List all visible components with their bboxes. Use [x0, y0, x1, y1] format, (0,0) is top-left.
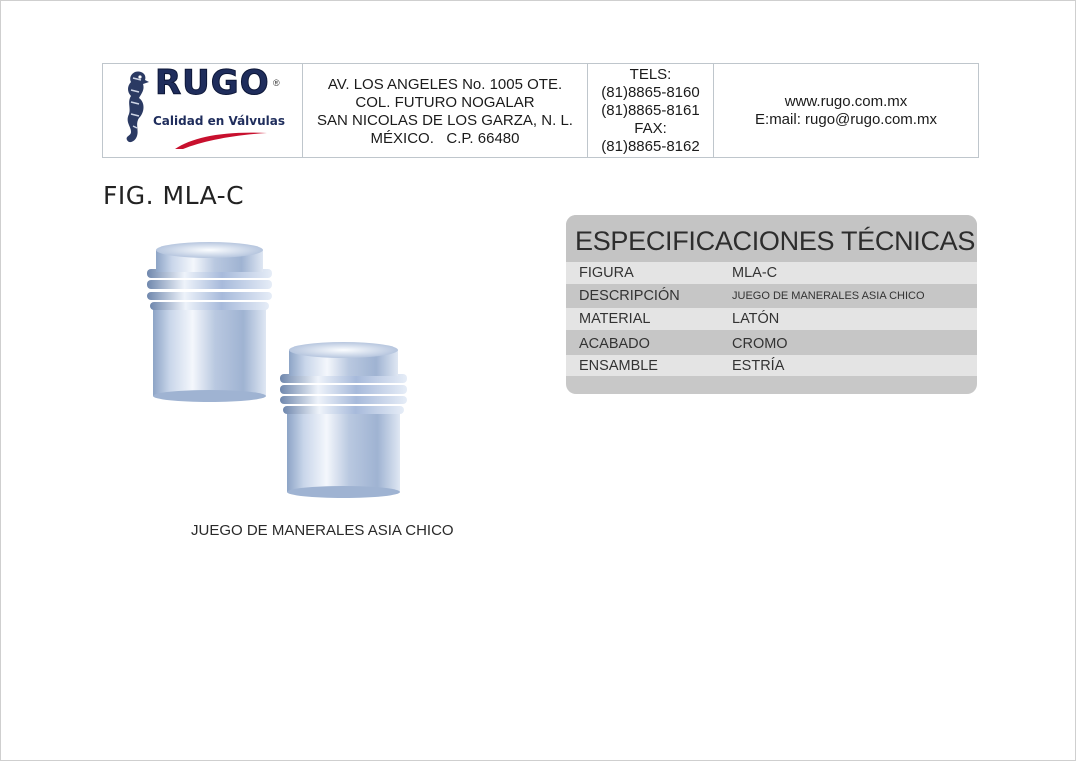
brand-name: RUGO [155, 63, 270, 103]
tels-label: TELS: [629, 65, 672, 83]
spec-value: CROMO [732, 336, 788, 352]
spec-label: ACABADO [579, 336, 650, 352]
figure-title: FIG. MLA-C [103, 181, 245, 210]
spec-value: JUEGO DE MANERALES ASIA CHICO [732, 290, 925, 302]
address-line-2: COL. FUTURO NOGALAR [355, 93, 535, 111]
spec-title: ESPECIFICACIONES TÉCNICAS [566, 215, 977, 262]
spec-label: MATERIAL [579, 311, 651, 327]
spec-table [566, 215, 977, 394]
web-cell [714, 64, 978, 157]
knob-front [280, 342, 407, 498]
fax-number: (81)8865-8162 [601, 137, 700, 155]
spec-row-figura [566, 262, 977, 284]
spec-value: ESTRÍA [732, 357, 785, 374]
product-image [138, 240, 428, 505]
spec-row-material [566, 308, 977, 330]
spec-row-ensamble [566, 355, 977, 376]
phones-cell [588, 64, 714, 157]
registered-mark: ® [273, 78, 280, 88]
spec-label: ENSAMBLE [579, 357, 658, 374]
address-line-4: MÉXICO. C.P. 66480 [370, 129, 520, 147]
product-caption: JUEGO DE MANERALES ASIA CHICO [191, 522, 454, 539]
address-line-1: AV. LOS ANGELES No. 1005 OTE. [327, 75, 563, 93]
website: www.rugo.com.mx [784, 92, 908, 110]
spec-label: DESCRIPCIÓN [579, 288, 680, 304]
red-swoosh-icon [173, 129, 269, 151]
spec-label: FIGURA [579, 265, 634, 281]
email: E:mail: rugo@rugo.com.mx [755, 110, 937, 128]
spec-row-acabado [566, 330, 977, 355]
seahorse-logo-icon [121, 68, 151, 154]
spec-value: LATÓN [732, 311, 780, 327]
phone-2: (81)8865-8161 [601, 101, 700, 119]
rugo-logo [103, 64, 303, 157]
address-cell [303, 64, 588, 157]
spec-value: MLA-C [732, 265, 778, 281]
fax-label: FAX: [634, 119, 667, 137]
letterhead [102, 63, 979, 158]
spec-row-descripcion [566, 284, 977, 308]
phone-1: (81)8865-8160 [601, 83, 700, 101]
knob-back [147, 242, 272, 402]
address-line-3: SAN NICOLAS DE LOS GARZA, N. L. [317, 111, 573, 129]
logo-cell [103, 64, 303, 157]
brand-tagline: Calidad en Válvulas [153, 114, 286, 128]
